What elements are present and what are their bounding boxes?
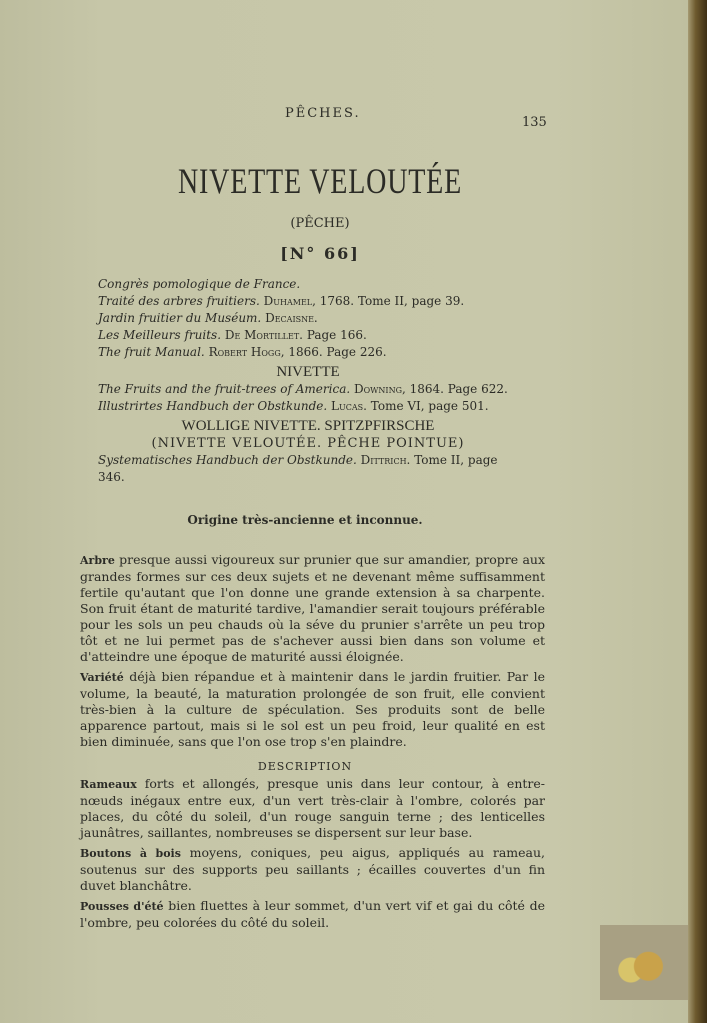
fruit-illustration-thumbnail (600, 925, 688, 1000)
reference-line (98, 381, 518, 398)
reference-detail: Tome VI, page 501. (370, 399, 489, 413)
body-text (80, 552, 545, 754)
reference-work: The fruit Manual. (98, 345, 205, 359)
reference-work: The Fruits and the fruit-trees of America. (98, 382, 351, 396)
paragraph-text: déjà bien répandue et à maintenir dans le jardin fruitier. Par le volume, la beauté, la maturation prolongée de son fruit, elle convient très-bien à la culture de spéculation. Ses produits sont de belle apparence partout, mais si le sol est un peu froid, leur qualité en est bien diminuée, sans que l'on ose trop s'en plaindre. (80, 669, 545, 749)
paragraph-lead: Variété (80, 671, 124, 684)
subtitle: (PÊCHE) (290, 216, 350, 231)
paragraph (80, 552, 545, 665)
synonym-subheading: (NIVETTE VELOUTÉE. PÊCHE POINTUE) (151, 436, 465, 451)
reference-detail: Page 166. (306, 328, 367, 342)
reference-author: Duhamel, (263, 294, 316, 308)
reference-author: Downing, (354, 382, 406, 396)
paragraph (80, 898, 545, 931)
reference-author: De Mortillet. (224, 328, 303, 342)
description-heading: DESCRIPTION (257, 760, 353, 773)
paragraph-lead: Arbre (80, 554, 115, 567)
reference-line (98, 293, 518, 310)
reference-author: Robert Hogg, (208, 345, 285, 359)
paragraph-lead: Pousses d'été (80, 900, 164, 913)
reference-detail: Tome II, page 346. (98, 453, 498, 484)
reference-line (98, 310, 518, 327)
paragraph-lead: Boutons à bois (80, 847, 181, 860)
paragraph (80, 845, 545, 894)
reference-line (98, 344, 518, 361)
running-title: PÊCHES. (285, 106, 361, 121)
reference-detail: 1864. Page 622. (409, 382, 508, 396)
paragraph-lead: Rameaux (80, 778, 137, 791)
variety-number: [N° 66] (280, 244, 360, 263)
reference-work: Illustrirtes Handbuch der Obstkunde. (98, 399, 328, 413)
reference-author: Dittrich. (360, 453, 411, 467)
reference-detail: 1768. Tome II, page 39. (319, 294, 465, 308)
book-spine (688, 0, 707, 1023)
description-text (80, 776, 545, 935)
reference-line (98, 398, 518, 415)
reference-line (98, 327, 518, 344)
paragraph-text: moyens, coniques, peu aigus, appliqués au rameau, soutenus sur des supports peu saillants ; écailles couvertes d'un fin duvet blanchâtre. (80, 845, 545, 893)
page-title: NIVETTE VELOUTÉE (177, 161, 463, 201)
paragraph-text: forts et allongés, presque unis dans leur contour, à entre-nœuds inégaux entre eux, d'un vert très-clair à l'ombre, colorés par places, du côté du soleil, d'un rouge sanguin terne ; des lenticelles jaunâtres, saillantes, nombreuses se dispersent sur leur base. (80, 776, 545, 840)
synonym-heading: WOLLIGE NIVETTE. SPITZPFIRSCHE (181, 418, 435, 434)
paragraph (80, 776, 545, 841)
page-number: 135 (522, 115, 547, 130)
origin-line: Origine très-ancienne et inconnue. (187, 513, 423, 527)
paragraph-text: presque aussi vigoureux sur prunier que sur amandier, propre aux grandes formes sur ces deux sujets et ne devenant même suffisamment fertile qu'autant que l'on donne une grande extension à sa charpente. Son fruit étant de maturité tardive, l'amandier serait toujours préférable pour les sols un peu chauds où la séve du prunier s'arrête un peu trop tôt et ne lui permet pas de s'achever aussi bien dans son volume et d'atteindre une époque de maturité aussi éloignée. (80, 552, 545, 664)
reference-line (98, 452, 518, 486)
reference-line (98, 276, 518, 293)
reference-work: Jardin fruitier du Muséum. (98, 311, 262, 325)
reference-work: Les Meilleurs fruits. (98, 328, 222, 342)
paragraph (80, 669, 545, 750)
reference-work: Traité des arbres fruitiers. (98, 294, 260, 308)
synonym-heading: NIVETTE (276, 364, 340, 380)
reference-work: Systematisches Handbuch der Obstkunde. (98, 453, 357, 467)
reference-detail: 1866. Page 226. (288, 345, 387, 359)
reference-author: Lucas. (331, 399, 367, 413)
reference-work: Congrès pomologique de France. (98, 277, 301, 291)
reference-author: Decaisne. (265, 311, 318, 325)
references (98, 276, 518, 486)
paragraph-text: bien fluettes à leur sommet, d'un vert vif et gai du côté de l'ombre, peu colorées du côté du soleil. (80, 898, 545, 930)
